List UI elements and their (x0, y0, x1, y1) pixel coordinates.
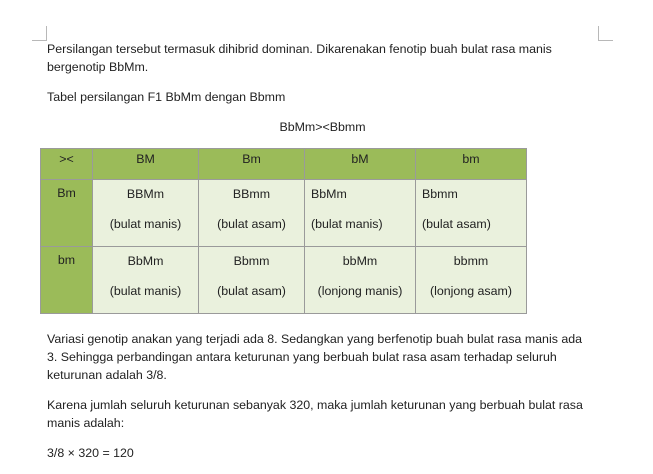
table-cell (199, 180, 305, 247)
table-cell (305, 247, 416, 314)
table-cell (93, 247, 199, 314)
table-cell (199, 247, 305, 314)
cell-genotype: BBmm (232, 187, 271, 201)
table-header-cell: BM (93, 149, 199, 180)
table-caption: Tabel persilangan F1 BbMm dengan Bbmm (47, 90, 286, 104)
table-corner-cell: >< (41, 149, 93, 180)
intro-paragraph: Persilangan tersebut termasuk dihibrid dominan. Dikarenakan fenotip buah bulat rasa manis bergenotip BbMm. (47, 42, 552, 74)
cell-genotype: Bbmm (422, 187, 458, 201)
cell-genotype: bbMm (342, 254, 378, 268)
cross-label: BbMm><Bbmm (279, 120, 366, 134)
table-row-header: Bm (41, 180, 93, 247)
page-corner-mark-right (598, 26, 613, 41)
table-header-cell: bM (305, 149, 416, 180)
cell-phenotype: (bulat manis) (109, 217, 182, 231)
cell-genotype: BBMm (126, 187, 165, 201)
table-header-row (41, 149, 527, 180)
table-cell (416, 247, 527, 314)
cell-phenotype: (bulat manis) (311, 217, 383, 231)
formula-line: 3/8 × 320 = 120 (47, 446, 134, 460)
table-row (41, 180, 527, 247)
cell-genotype: BbMm (311, 187, 347, 201)
cell-genotype: BbMm (127, 254, 164, 268)
cell-phenotype: (lonjong asam) (430, 284, 512, 298)
cell-phenotype: (bulat asam) (217, 217, 286, 231)
conclusion-paragraph: Variasi genotip anakan yang terjadi ada 8. Sedangkan yang berfenotip buah bulat rasa manis ada 3. Sehingga perbandingan antara keturunan yang berbuah bulat rasa asam terhadap seluruh keturunan adalah 3/8. (47, 332, 583, 382)
cell-phenotype: (bulat asam) (422, 217, 491, 231)
table-cell (305, 180, 416, 247)
table-header-cell: Bm (199, 149, 305, 180)
total-paragraph: Karena jumlah seluruh keturunan sebanyak 320, maka jumlah keturunan yang berbuah bulat rasa manis adalah: (47, 398, 583, 430)
cross-table (40, 148, 527, 314)
table-cell (416, 180, 527, 247)
cell-genotype: Bbmm (233, 254, 270, 268)
cell-phenotype: (bulat asam) (217, 284, 286, 298)
page-corner-mark-left (32, 26, 47, 41)
table-header-cell: bm (416, 149, 527, 180)
cell-phenotype: (lonjong manis) (317, 284, 403, 298)
cell-genotype: bbmm (453, 254, 489, 268)
table-row-header: bm (41, 247, 93, 314)
cell-phenotype: (bulat manis) (109, 284, 182, 298)
table-cell (93, 180, 199, 247)
table-row (41, 247, 527, 314)
